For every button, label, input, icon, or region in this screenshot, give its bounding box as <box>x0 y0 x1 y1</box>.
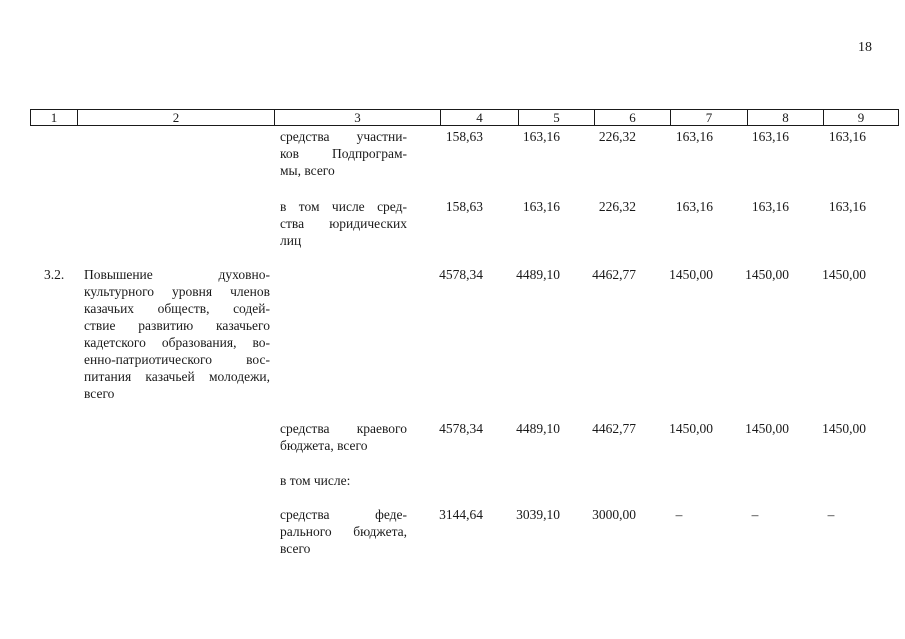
row-5-source-line: средства феде- <box>280 507 407 522</box>
row-5-source-line: всего <box>280 541 311 556</box>
column-number-header <box>30 109 899 126</box>
row-1-source-line: лиц <box>280 233 302 248</box>
row-3-value-col7: 1450,00 <box>669 421 713 436</box>
row-2-name-line: всего <box>84 386 115 401</box>
row-1-value-col9: 163,16 <box>828 199 866 214</box>
row-5-value-col4: 3144,64 <box>439 507 483 522</box>
row-0-source-line: мы, всего <box>280 163 335 178</box>
row-0-value-col6: 226,32 <box>598 129 636 144</box>
row-1-source-line: в том числе сред- <box>280 199 407 214</box>
row-0-value-col9: 163,16 <box>828 129 866 144</box>
row-5-source <box>280 506 407 557</box>
header-col-4: 4 <box>441 110 519 126</box>
row-0-value-col5: 163,16 <box>522 129 560 144</box>
row-0-source <box>280 128 407 179</box>
header-col-6: 6 <box>595 110 671 126</box>
row-2-name-line: кадетского образования, во- <box>84 335 270 350</box>
header-col-3: 3 <box>275 110 441 126</box>
header-col-8: 8 <box>748 110 824 126</box>
row-1-value-col8: 163,16 <box>751 199 789 214</box>
row-3-source-line: средства краевого <box>280 421 407 436</box>
row-2-value-col6: 4462,77 <box>592 267 636 282</box>
row-1-value-col4: 158,63 <box>445 199 483 214</box>
row-3-source <box>280 420 407 454</box>
row-4-source-line: в том числе: <box>280 473 351 488</box>
row-2-value-col4: 4578,34 <box>439 267 483 282</box>
row-2-name-line: питания казачьей молодежи, <box>84 369 270 384</box>
row-3-value-col9: 1450,00 <box>822 421 866 436</box>
row-5-value-col6: 3000,00 <box>592 507 636 522</box>
page-number: 18 <box>858 40 872 55</box>
row-3-value-col6: 4462,77 <box>592 421 636 436</box>
row-1-value-col5: 163,16 <box>522 199 560 214</box>
row-3-value-col4: 4578,34 <box>439 421 483 436</box>
row-2-name-line: енно-патриотического вос- <box>84 352 270 367</box>
row-0-value-col4: 158,63 <box>445 129 483 144</box>
row-3-value-col5: 4489,10 <box>516 421 560 436</box>
row-2-value-col9: 1450,00 <box>822 267 866 282</box>
row-4-source <box>280 472 407 489</box>
row-2-name-line: Повышение духовно- <box>84 267 270 282</box>
row-1-source-line: ства юридических <box>280 216 407 231</box>
row-1-source <box>280 198 407 249</box>
row-5-value-col7: – <box>675 507 683 522</box>
header-col-2: 2 <box>78 110 275 126</box>
row-3-value-col8: 1450,00 <box>745 421 789 436</box>
row-0-source-line: средства участни- <box>280 129 407 144</box>
row-5-value-col9: – <box>827 507 835 522</box>
row-1-value-col6: 226,32 <box>598 199 636 214</box>
row-0-value-col8: 163,16 <box>751 129 789 144</box>
header-col-5: 5 <box>519 110 595 126</box>
row-2-name-line: казачьих обществ, содей- <box>84 301 270 316</box>
row-5-value-col8: – <box>751 507 759 522</box>
row-3-source-line: бюджета, всего <box>280 438 368 453</box>
header-col-1: 1 <box>31 110 78 126</box>
row-2-name <box>84 266 270 402</box>
row-0-value-col7: 163,16 <box>675 129 713 144</box>
row-0-source-line: ков Подпрограм- <box>280 146 407 161</box>
header-col-9: 9 <box>824 110 899 126</box>
header-col-7: 7 <box>671 110 748 126</box>
row-2-value-col7: 1450,00 <box>669 267 713 282</box>
row-2-number: 3.2. <box>44 267 65 282</box>
row-2-value-col8: 1450,00 <box>745 267 789 282</box>
row-2-name-line: ствие развитию казачьего <box>84 318 270 333</box>
row-5-source-line: рального бюджета, <box>280 524 407 539</box>
row-2-value-col5: 4489,10 <box>516 267 560 282</box>
row-5-value-col5: 3039,10 <box>516 507 560 522</box>
row-1-value-col7: 163,16 <box>675 199 713 214</box>
row-2-name-line: культурного уровня членов <box>84 284 270 299</box>
